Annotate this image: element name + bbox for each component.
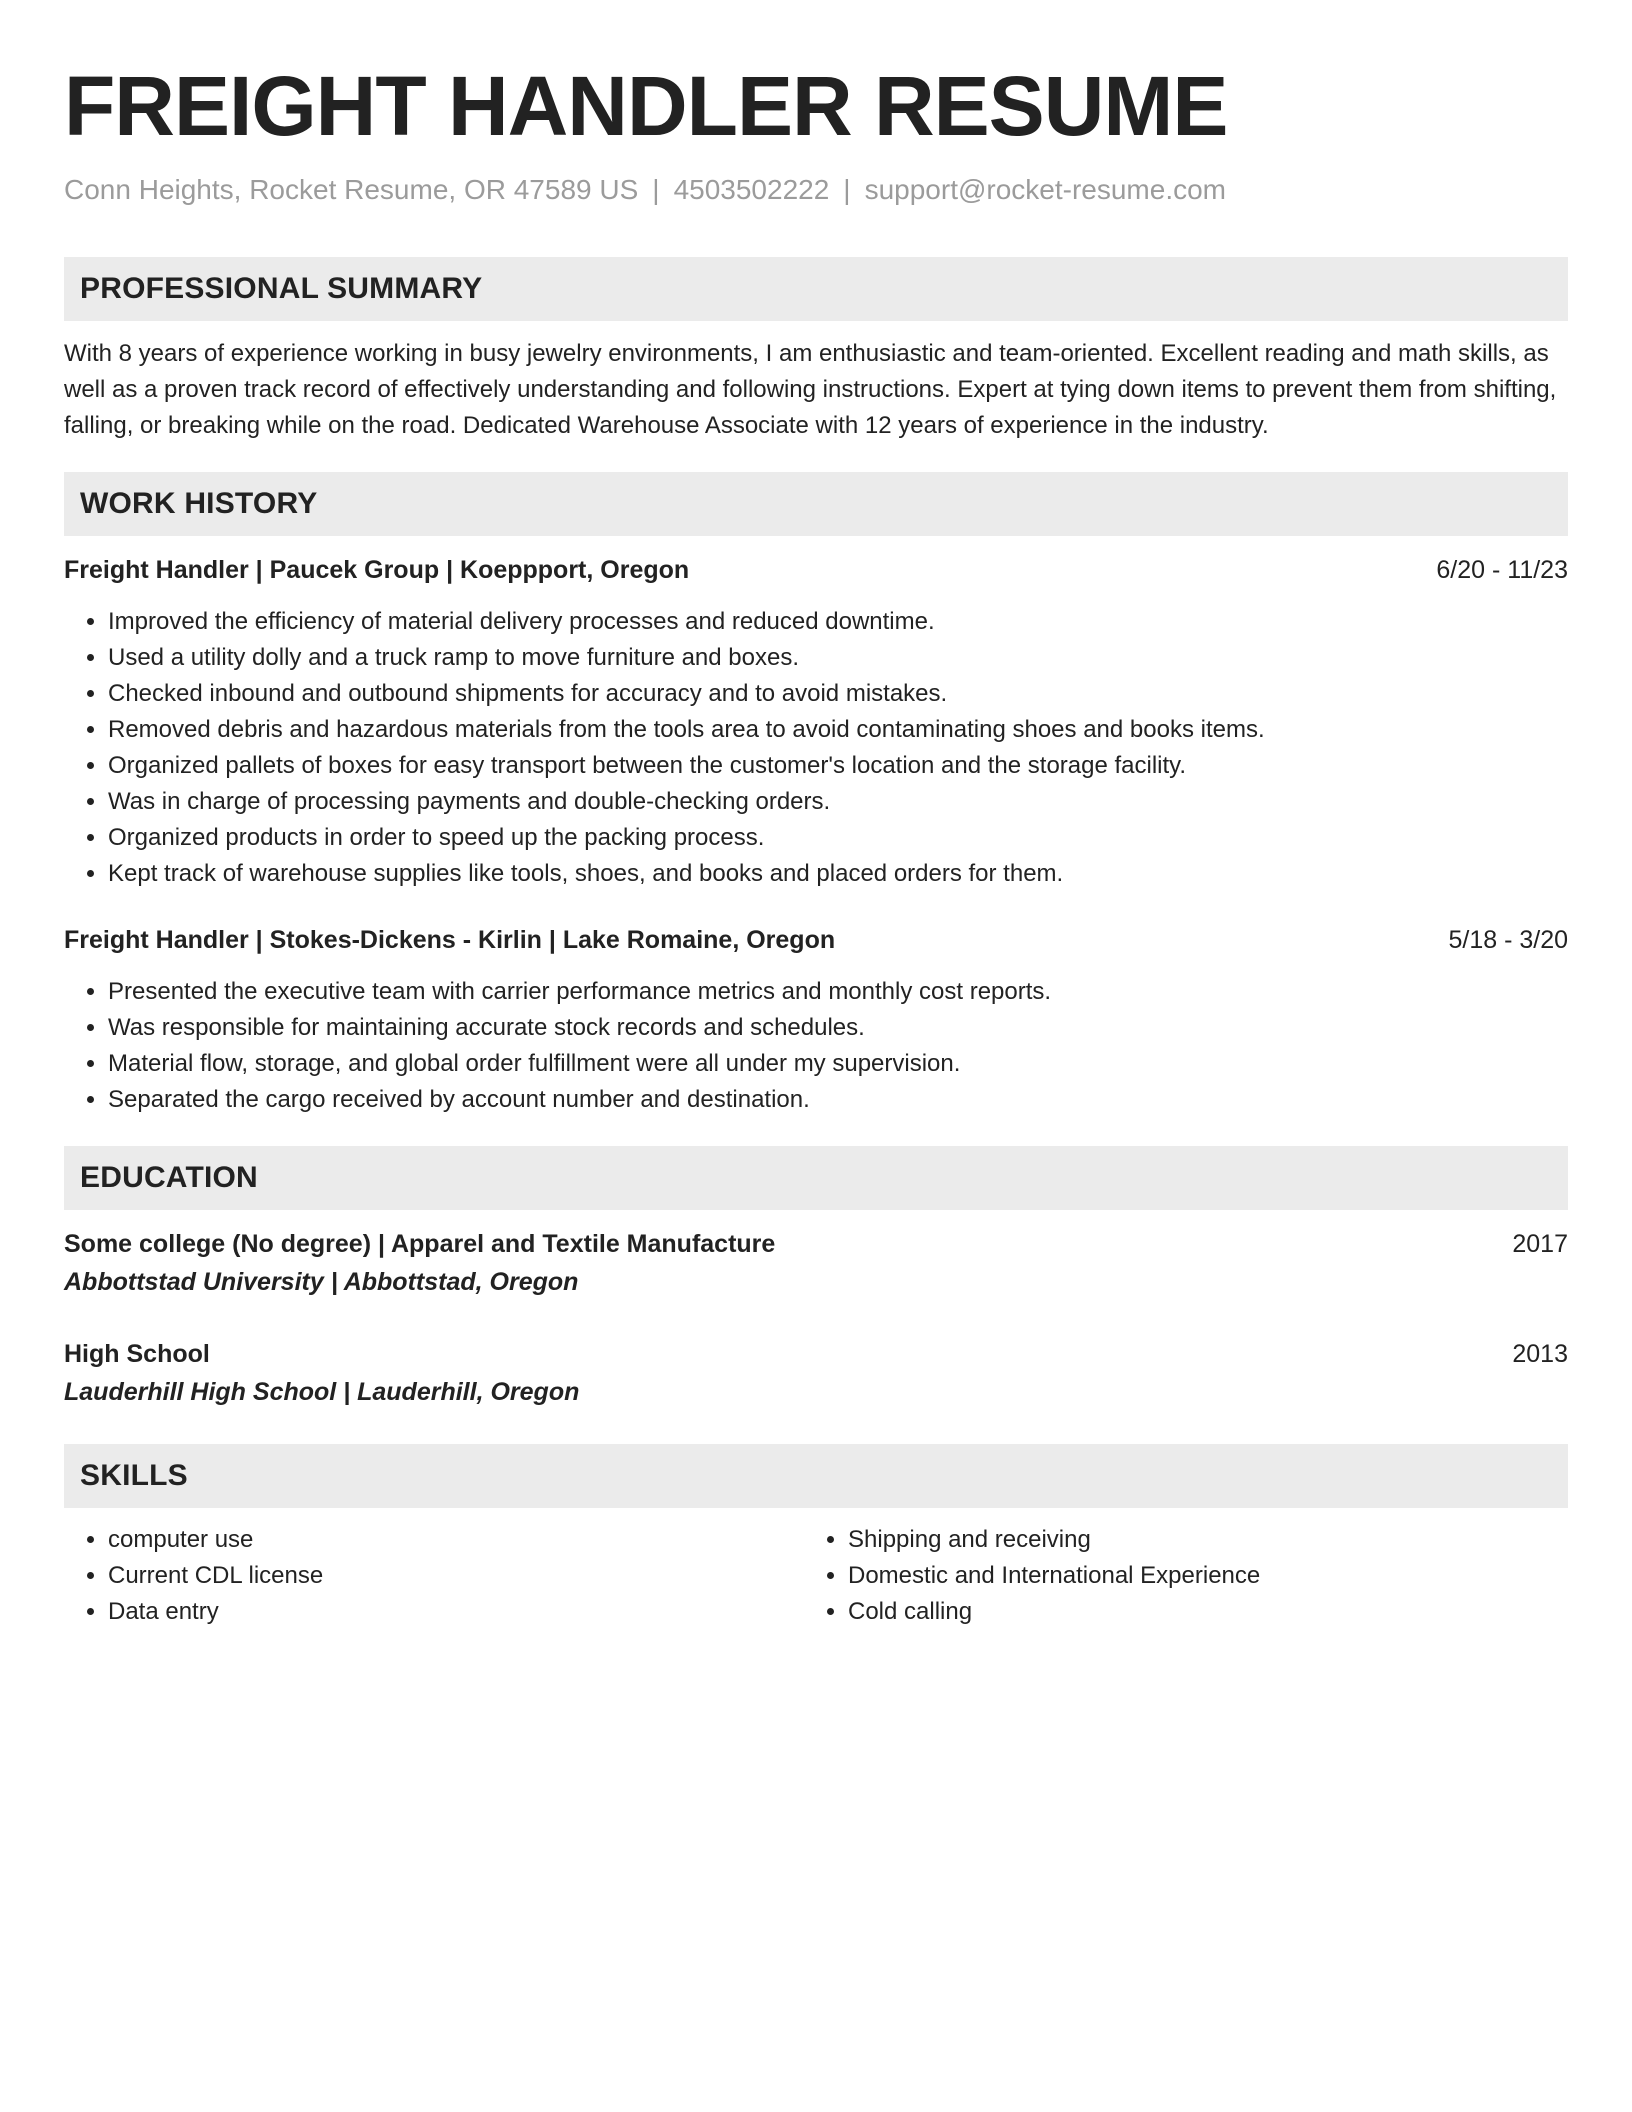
skill-item: • Domestic and International Experience	[848, 1558, 1544, 1594]
job-entry	[64, 922, 1568, 1118]
job-duty: • Organized pallets of boxes for easy transport between the customer's location and the storage facility.	[108, 748, 1568, 784]
skills-list-left	[64, 1522, 804, 1630]
job-duty: • Used a utility dolly and a truck ramp to move furniture and boxes.	[108, 640, 1568, 676]
skills-list-right	[804, 1522, 1544, 1630]
job-duty: • Material flow, storage, and global order fulfillment were all under my supervision.	[108, 1046, 1568, 1082]
education-degree: High School	[64, 1340, 210, 1368]
job-dates: 5/18 - 3/20	[1448, 926, 1568, 954]
education-school: Abbottstad University | Abbottstad, Oregon	[64, 1268, 579, 1296]
summary-text: With 8 years of experience working in busy jewelry environments, I am enthusiastic and team-oriented. Excellent reading and math skills, as well as a proven track record of effectively understanding and following instructions. Expert at tying down items to prevent them from shifting, falling, or breaking while on the road. Dedicated Warehouse Associate with 12 years of experience in the industry.	[64, 340, 1557, 439]
skill-item: • Current CDL license	[108, 1558, 804, 1594]
job-duty: • Separated the cargo received by account number and destination.	[108, 1082, 1568, 1118]
skill-item: • Shipping and receiving	[848, 1522, 1544, 1558]
job-title: Freight Handler | Paucek Group | Koeppport, Oregon	[64, 556, 690, 584]
work-history-heading: WORK HISTORY	[64, 472, 1568, 536]
job-duty: • Kept track of warehouse supplies like tools, shoes, and books and placed orders for them.	[108, 856, 1568, 892]
education-year: 2013	[1512, 1340, 1568, 1368]
job-header	[64, 552, 1568, 588]
resume-title: FREIGHT HANDLER RESUME	[64, 59, 1228, 153]
education-school: Lauderhill High School | Lauderhill, Oregon	[64, 1378, 580, 1406]
contact-phone: 4503502222	[673, 174, 830, 205]
job-duties-list	[64, 604, 1568, 892]
contact-line	[64, 172, 1568, 208]
skills-heading: SKILLS	[64, 1444, 1568, 1508]
job-duty: • Was in charge of processing payments and double-checking orders.	[108, 784, 1568, 820]
contact-separator: |	[843, 174, 851, 205]
education-entry	[64, 1336, 1568, 1410]
job-duty: • Was responsible for maintaining accurate stock records and schedules.	[108, 1010, 1568, 1046]
job-duty: • Checked inbound and outbound shipments for accuracy and to avoid mistakes.	[108, 676, 1568, 712]
skill-item: • computer use	[108, 1522, 804, 1558]
job-duty: • Organized products in order to speed up the packing process.	[108, 820, 1568, 856]
contact-separator: |	[652, 174, 660, 205]
job-duty: • Removed debris and hazardous materials from the tools area to avoid contaminating shoes and books items.	[108, 712, 1568, 748]
job-duty: • Presented the executive team with carrier performance metrics and monthly cost reports.	[108, 974, 1568, 1010]
education-degree: Some college (No degree) | Apparel and Textile Manufacture	[64, 1230, 776, 1258]
education-heading: EDUCATION	[64, 1146, 1568, 1210]
job-duties-list	[64, 974, 1568, 1118]
job-entry	[64, 552, 1568, 892]
skills-columns	[64, 1522, 1568, 1630]
job-header	[64, 922, 1568, 958]
contact-email: support@rocket-resume.com	[864, 174, 1227, 205]
job-title: Freight Handler | Stokes-Dickens - Kirlin | Lake Romaine, Oregon	[64, 926, 836, 954]
education-entry	[64, 1226, 1568, 1300]
skill-item: • Data entry	[108, 1594, 804, 1630]
summary-heading: PROFESSIONAL SUMMARY	[64, 257, 1568, 321]
job-duty: • Improved the efficiency of material delivery processes and reduced downtime.	[108, 604, 1568, 640]
skill-item: • Cold calling	[848, 1594, 1544, 1630]
job-dates: 6/20 - 11/23	[1436, 556, 1568, 584]
education-header	[64, 1336, 1568, 1372]
education-header	[64, 1226, 1568, 1262]
education-year: 2017	[1512, 1230, 1568, 1258]
contact-address: Conn Heights, Rocket Resume, OR 47589 US	[64, 174, 639, 205]
